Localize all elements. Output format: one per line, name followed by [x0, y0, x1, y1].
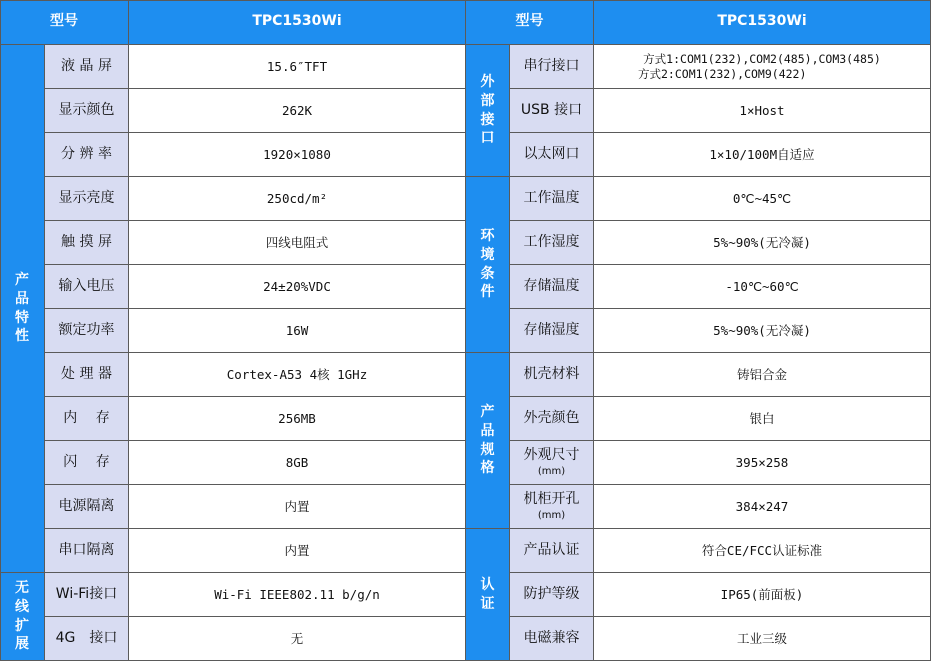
left-model-value: TPC1530Wi [129, 0, 466, 45]
spec-label-serial-isolation: 串口隔离 [45, 529, 129, 573]
spec-label-4g: 4G 接口 [45, 617, 129, 661]
spec-value-usb: 1×Host [594, 89, 931, 133]
spec-value-dimensions: 395×258 [594, 441, 931, 485]
spec-value-operating-temp: 0℃~45℃ [594, 177, 931, 221]
spec-label-certification: 产品认证 [510, 529, 594, 573]
spec-value-wifi: Wi-Fi IEEE802.11 b/g/n [129, 573, 466, 617]
spec-value-certification: 符合CE/FCC认证标准 [594, 529, 931, 573]
spec-label-lcd: 液 晶 屏 [45, 45, 129, 89]
spec-label-brightness: 显示亮度 [45, 177, 129, 221]
spec-label-cutout: 机柜开孔 (mm) [510, 485, 594, 529]
spec-value-memory: 256MB [129, 397, 466, 441]
spec-label-operating-temp: 工作温度 [510, 177, 594, 221]
spec-label-operating-humidity: 工作湿度 [510, 221, 594, 265]
category-external-interfaces: 外 部 接 口 [466, 45, 510, 177]
spec-value-power-isolation: 内置 [129, 485, 466, 529]
spec-label-housing-material: 机壳材料 [510, 353, 594, 397]
spec-value-touchscreen: 四线电阻式 [129, 221, 466, 265]
spec-label-flash: 闪 存 [45, 441, 129, 485]
spec-value-serial-isolation: 内置 [129, 529, 466, 573]
spec-label-processor: 处 理 器 [45, 353, 129, 397]
spec-label-display-color: 显示颜色 [45, 89, 129, 133]
spec-label-dimensions: 外观尺寸 (mm) [510, 441, 594, 485]
spec-value-storage-humidity: 5%~90%(无冷凝) [594, 309, 931, 353]
spec-value-storage-temp: -10℃~60℃ [594, 265, 931, 309]
spec-label-storage-temp: 存储温度 [510, 265, 594, 309]
spec-value-4g: 无 [129, 617, 466, 661]
spec-value-housing-color: 银白 [594, 397, 931, 441]
spec-value-lcd: 15.6″TFT [129, 45, 466, 89]
spec-value-display-color: 262K [129, 89, 466, 133]
category-environment: 环 境 条 件 [466, 177, 510, 353]
spec-label-usb: USB 接口 [510, 89, 594, 133]
category-product-specs: 产 品 规 格 [466, 353, 510, 529]
category-wireless-expansion: 无 线 扩 展 [0, 573, 45, 661]
right-model-label: 型号 [466, 0, 594, 45]
right-model-value: TPC1530Wi [594, 0, 931, 45]
spec-value-flash: 8GB [129, 441, 466, 485]
spec-value-rated-power: 16W [129, 309, 466, 353]
spec-label-protection-level: 防护等级 [510, 573, 594, 617]
spec-label-power-isolation: 电源隔离 [45, 485, 129, 529]
spec-label-emc: 电磁兼容 [510, 617, 594, 661]
spec-value-serial-port: 方式1:COM1(232),COM2(485),COM3(485) 方式2:COM1(232),COM9(422) [594, 45, 931, 89]
spec-value-cutout: 384×247 [594, 485, 931, 529]
spec-value-operating-humidity: 5%~90%(无冷凝) [594, 221, 931, 265]
spec-value-input-voltage: 24±20%VDC [129, 265, 466, 309]
category-certification: 认 证 [466, 529, 510, 661]
spec-label-rated-power: 额定功率 [45, 309, 129, 353]
spec-label-wifi: Wi-Fi接口 [45, 573, 129, 617]
spec-value-resolution: 1920×1080 [129, 133, 466, 177]
left-model-label: 型号 [0, 0, 129, 45]
spec-value-protection-level: IP65(前面板) [594, 573, 931, 617]
category-product-features: 产 品 特 性 [0, 45, 45, 573]
spec-value-brightness: 250cd/m² [129, 177, 466, 221]
spec-value-emc: 工业三级 [594, 617, 931, 661]
spec-label-memory: 内 存 [45, 397, 129, 441]
spec-label-ethernet: 以太网口 [510, 133, 594, 177]
spec-label-storage-humidity: 存储湿度 [510, 309, 594, 353]
spec-label-touchscreen: 触 摸 屏 [45, 221, 129, 265]
spec-value-processor: Cortex-A53 4核 1GHz [129, 353, 466, 397]
spec-label-serial-port: 串行接口 [510, 45, 594, 89]
spec-label-input-voltage: 输入电压 [45, 265, 129, 309]
spec-label-resolution: 分 辨 率 [45, 133, 129, 177]
spec-value-housing-material: 铸铝合金 [594, 353, 931, 397]
spec-value-ethernet: 1×10/100M自适应 [594, 133, 931, 177]
spec-label-housing-color: 外壳颜色 [510, 397, 594, 441]
